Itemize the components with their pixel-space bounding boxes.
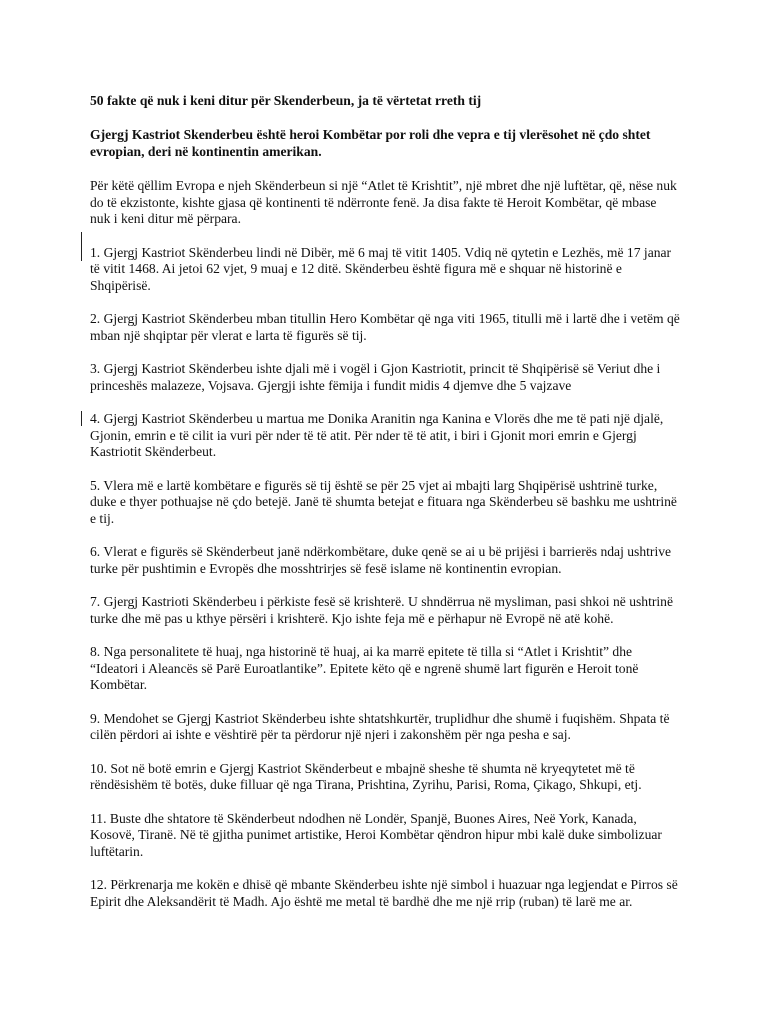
- fact-paragraph-11: 11. Buste dhe shtatore të Skënderbeut ndodhen në Londër, Spanjë, Buones Aires, Neë York, Kanada, Kosovë, Tiranë. Në të gjitha punimet artistike, Heroi Kombëtar qëndron hipur mbi kalë duke simbolizuar luftëtarin.: [90, 810, 662, 859]
- fact-paragraph-9: 9. Mendohet se Gjergj Kastriot Skënderbeu ishte shtatshkurtër, truplidhur dhe shumë i fuqishëm. Shpata të cilën përdori ai ishte e vështirë për ta përdorur një njeri i zakonshëm për nga pesha e saj.: [90, 710, 670, 742]
- fact-paragraph-1: [90, 245, 680, 295]
- fact-paragraph-8: 8. Nga personalitete të huaj, nga historinë të huaj, ai ka marrë epitete të tilla si “Atlet i Krishtit” dhe “Ideatori i Aleancës së Parë Euroatlantike”. Epitete këto që e ngrenë shumë lart figurën e Heroit tonë Kombëtar.: [90, 644, 639, 692]
- text-cursor-marker: [81, 411, 82, 426]
- fact-paragraph-3: 3. Gjergj Kastriot Skënderbeu ishte djali më i vogël i Gjon Kastriotit, princit të Shqipërisë së Veriut dhe i princeshës malazeze, Vojsava. Gjergji ishte fëmija i fundit midis 4 djemve dhe 5 vajzave: [90, 361, 661, 393]
- text-cursor-marker: [81, 232, 82, 247]
- fact-paragraph-2: 2. Gjergj Kastriot Skënderbeu mban titullin Hero Kombëtar që nga viti 1965, titulli më i lartë dhe i vetëm që mban një shqiptar për vlerat e larta të figurës së tij.: [90, 311, 680, 343]
- fact-paragraph-7: 7. Gjergj Kastrioti Skënderbeu i përkiste fesë së krishterë. U shndërrua në mysliman, pasi shkoi në ushtrinë turke dhe më pas u kthye përsëri i krishterë. Kjo ishte feja më e përhapur në Evropë në atë kohë.: [90, 594, 674, 626]
- fact-paragraph-4: [90, 411, 680, 461]
- document-title: 50 fakte që nuk i keni ditur për Skenderbeun, ja të vërtetat rreth tij: [90, 93, 482, 108]
- fact-paragraph-12: 12. Përkrenarja me kokën e dhisë që mbante Skënderbeu ishte një simbol i huazuar nga legjendat e Pirros së Epirit dhe Aleksandërit të Madh. Ajo është me metal të bardhë dhe me një rrip (ruban) të larë me ar.: [90, 877, 678, 909]
- fact-paragraph-6: 6. Vlerat e figurës së Skënderbeut janë ndërkombëtare, duke qenë se ai u bë prijësi i barrierës ndaj ushtrive turke për pushtimin e Evropës dhe mosshtrirjes së fesë islame në kontinentin evropian.: [90, 544, 672, 576]
- fact-text: 1. Gjergj Kastriot Skënderbeu lindi në Dibër, më 6 maj të vitit 1405. Vdiq në qytetin e Lezhës, më 17 janar të vitit 1468. Ai jetoi 62 vjet, 9 muaj e 12 ditë. Skënderbeu është figura më e shquar në historinë e Shqipërisë.: [90, 244, 672, 293]
- text-cursor-marker: [81, 246, 82, 261]
- document-subtitle: Gjergj Kastriot Skenderbeu është heroi Kombëtar por roli dhe vepra e tij vlerësohet në çdo shtet evropian, deri në kontinentin amerikan.: [90, 127, 651, 159]
- fact-paragraph-5: 5. Vlera më e lartë kombëtare e figurës së tij është se për 25 vjet ai mbajti larg Shqipërisë ushtrinë turke, duke e thyer pothuajse në çdo betejë. Janë të shumta betejat e fituara nga Skënderbeu së bashku me ushtrinë e tij.: [90, 477, 677, 526]
- document-page: [90, 92, 680, 927]
- intro-paragraph: Për këtë qëllim Evropa e njeh Skënderbeun si një “Atlet të Krishtit”, një mbret dhe një luftëtar, që, nëse nuk do të ekzistonte, kishte gjasa që kontinenti të ndërronte fenë. Ja disa fakte të Heroit Kombëtar, që mbase nuk i keni ditur më përpara.: [90, 178, 677, 226]
- fact-paragraph-10: 10. Sot në botë emrin e Gjergj Kastriot Skënderbeut e mbajnë sheshe të shumta në kryeqytetet më të rëndësishëm të botës, duke filluar që nga Tirana, Prishtina, Zyrihu, Parisi, Roma, Çikago, Shkupi, etj.: [90, 760, 642, 792]
- fact-text: 4. Gjergj Kastriot Skënderbeu u martua me Donika Aranitin nga Kanina e Vlorës dhe me të pati një djalë, Gjonin, emrin e të cilit ia vuri për nder të të atit. Për nder të të atit, i biri i Gjonit mori emrin e Gjergj Kastriotit Skënderbeut.: [90, 411, 664, 459]
